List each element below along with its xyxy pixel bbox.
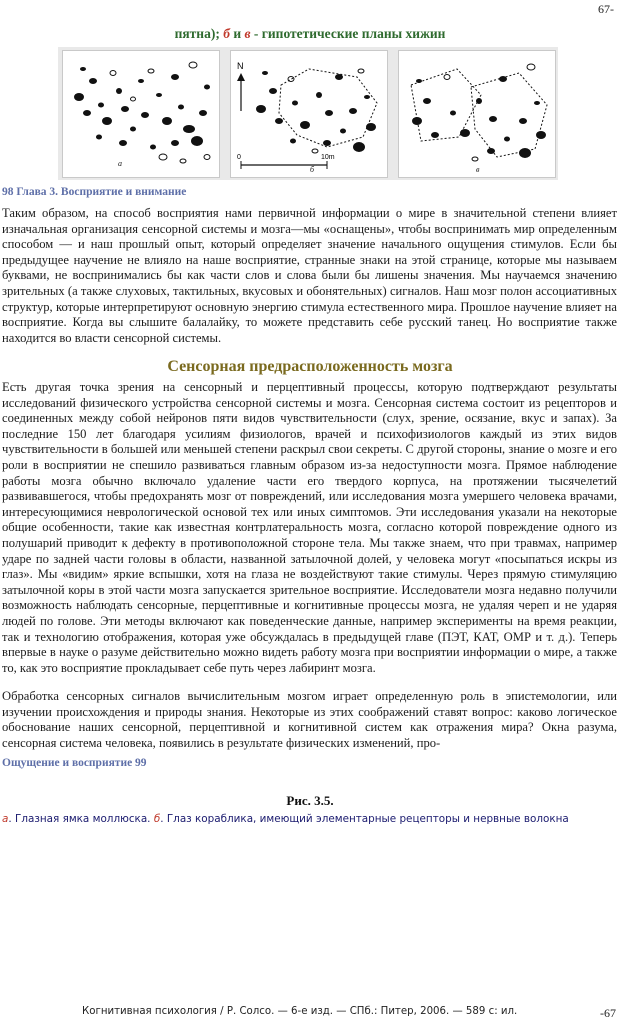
post-holes-plan-a	[63, 51, 219, 177]
panel-label-b: б	[310, 165, 315, 174]
panel-label-v: в	[476, 165, 480, 174]
plan-panel-v	[398, 50, 556, 178]
paragraph-3: Обработка сенсорных сигналов вычислительным мозгом играет определенную роль в эпистемологии, или изучении происхождения и природы знания. Некоторые из этих соображений ставят вопрос: каково логическое обоснование наших сенсорной, перцептивной и когнитивной систем как отражения мира? Окна разума, сенсорная система человека, появились в результате физических изменений, про-	[2, 689, 617, 750]
paragraph-1: Таким образом, на способ восприятия нами первичной информации о мире в значительной степени влияет изначальная организация сенсорной системы и мозга—мы «оснащены», чтобы воспринимать мир определенным способом — и наш прошлый опыт, который определяет значение начального ощущения стимулов. Если бы предыдущее научение не влияло на наше восприятие, странные знаки на этой странице, которые мы называем буквами, не воспринимались бы как части слов и слова были бы лишены значения. Мы научаемся значению зрительных (а также слуховых, тактильных, вкусовых и обонятельных) сигналов. Наш мозг полон ассоциативных структур, которые интерпретируют основную энергию стимула естественного мира. Прошлое научение влияет на восприятие. Когда вы слышите балалайку, то можете представить себе русский танец. Но восприятие также находится во власти сенсорной системы.	[2, 206, 617, 345]
paragraph-2: Есть другая точка зрения на сенсорный и перцептивный процессы, которую подтверждают результаты исследований физического устройства сенсорной системы и мозга. Сенсорная система состоит из рецепторов и соединенных между собой нейронов пяти видов чувствительности (слух, зрение, осязание, вкус и запах). За последние 150 лет благодаря усилиям физиологов, врачей и психофизиологов каждый из этих видов чувствительности в большей или меньшей степени раскрыл свои секреты. С другой стороны, знание о мозге и его роли в восприятии не спешило развиваться главным образом из-за недоступности мозга. Прямое наблюдение работы мозга обычно включало удаление части его твердого корпуса, на протяжении тысячелетий развивавшегося, чтобы предохранять мозг от повреждений, или исследования мозга умершего человека врачами, интересующимися неврологической основой тех или иных симптомов. Эти исследования указали на некоторые общие особенности, такие как известная контрлатеральность мозга, согласно которой повреждение одного из полушарий приводит к дефекту в противоположной стороне тела. Мы также знаем, что при травмах, например ударе по задней части головы в области, названной затылочной долей, у человека могут «посыпаться искры из глаз». Мы «видим» яркие вспышки, хотя на глаза не воздействуют такие стимулы. Через прямую стимуляцию затылочной коры в этой части мозга запускается зрительное восприятие. Исследователи мозга недавно получили возможность наблюдать сенсорные, перцептивные и когнитивные процессы мозга, не удаляя череп и не ударяя людей по голове. Эти методы включают как поведенческие данные, например эксперименты на время реакции, так и технологию отображения, которая уже обсуждалась в предыдущей главе (ПЭТ, КАТ, ОМР и т. д.). Теперь впервые в науке о разуме действительно можно видеть работу мозга при восприятии информации о мире, а также то, как это восприятие прокладывает себе путь через лабиринт мозга.	[2, 380, 617, 675]
caption-a-label: а	[2, 813, 9, 825]
plan-panel-a	[62, 50, 220, 178]
plan-panel-b	[230, 50, 388, 178]
scale-zero: 0	[237, 154, 241, 161]
running-head-bottom: Ощущение и восприятие 99	[2, 757, 147, 769]
caption-label-b: б	[223, 26, 230, 41]
post-holes-plan-v	[399, 51, 555, 177]
figure-caption	[2, 813, 618, 825]
post-holes-plan-b	[231, 51, 387, 177]
page-number-top: 67-	[598, 2, 614, 16]
caption-and: и	[233, 26, 242, 41]
figure-caption-top	[0, 26, 620, 42]
caption-rest: - гипотетические планы хижин	[253, 26, 446, 41]
hut-plans-figure	[58, 47, 558, 180]
running-head-top: 98 Глава 3. Восприятие и внимание	[2, 186, 187, 198]
footer-citation: Когнитивная психология / Р. Солсо. — 6-е изд. — СПб.: Питер, 2006. — 589 с: ил.	[82, 1006, 518, 1017]
page-number-bottom: -67	[600, 1006, 616, 1020]
north-label: N	[237, 61, 244, 71]
caption-b-text: . Глаз кораблика, имеющий элементарные рецепторы и нервные волокна	[160, 813, 569, 825]
panel-label-a: а	[118, 159, 122, 168]
caption-b-label: б	[153, 813, 161, 825]
section-title: Сенсорная предрасположенность мозга	[167, 358, 453, 375]
caption-label-v: в	[244, 26, 251, 41]
figure-title: Рис. 3.5.	[286, 793, 334, 808]
caption-a-text: . Глазная ямка моллюска.	[8, 813, 151, 825]
caption-start: пятна);	[174, 26, 220, 41]
scale-label: 10m	[321, 154, 335, 161]
